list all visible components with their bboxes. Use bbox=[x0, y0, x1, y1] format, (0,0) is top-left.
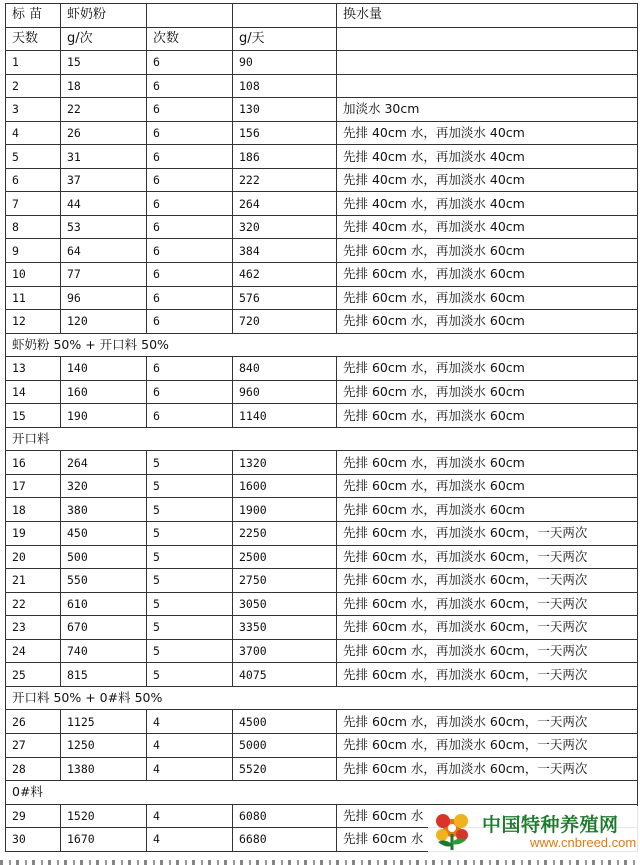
table-row bbox=[6, 380, 638, 404]
cell-times: 6 bbox=[147, 263, 233, 287]
cell-grams-per-day: 2250 bbox=[233, 522, 337, 546]
header-row-2 bbox=[6, 27, 638, 51]
cell-times: 4 bbox=[147, 757, 233, 781]
cell-times: 6 bbox=[147, 215, 233, 239]
cell-grams-per-feed: 500 bbox=[61, 545, 147, 569]
cell-water-exchange: 先排 60cm 水，再加淡水 60cm bbox=[337, 239, 638, 263]
cell-water-exchange: 先排 60cm 水，再加淡水 60cm，一天两次 bbox=[337, 733, 638, 757]
cell-grams-per-feed: 1670 bbox=[61, 828, 147, 852]
table-row bbox=[6, 121, 638, 145]
cell-day: 28 bbox=[6, 757, 61, 781]
cell-day: 1 bbox=[6, 51, 61, 75]
cell-grams-per-day: 5520 bbox=[233, 757, 337, 781]
cell-water-exchange: 先排 60cm 水，再加淡水 60cm bbox=[337, 310, 638, 334]
cell-grams-per-day: 2500 bbox=[233, 545, 337, 569]
cell-grams-per-feed: 18 bbox=[61, 74, 147, 98]
cell-water-exchange: 先排 60cm 水 bbox=[337, 828, 638, 852]
cell-water-exchange: 先排 60cm 水，再加淡水 60cm bbox=[337, 451, 638, 475]
cell-grams-per-feed: 31 bbox=[61, 145, 147, 169]
cell-times: 6 bbox=[147, 98, 233, 122]
cell-day: 11 bbox=[6, 286, 61, 310]
cell-times: 4 bbox=[147, 710, 233, 734]
cell-water-exchange: 先排 60cm 水，再加淡水 60cm，一天两次 bbox=[337, 757, 638, 781]
header-days: 天数 bbox=[6, 27, 61, 51]
header-empty bbox=[233, 4, 337, 28]
cell-water-exchange: 先排 60cm 水，再加淡水 60cm bbox=[337, 357, 638, 381]
cell-water-exchange: 先排 40cm 水，再加淡水 40cm bbox=[337, 145, 638, 169]
cell-grams-per-feed: 1250 bbox=[61, 733, 147, 757]
cell-water-exchange: 先排 60cm 水，再加淡水 60cm bbox=[337, 286, 638, 310]
cell-times: 5 bbox=[147, 522, 233, 546]
table-row bbox=[6, 451, 638, 475]
cell-grams-per-feed: 120 bbox=[61, 310, 147, 334]
cell-water-exchange: 先排 60cm 水，再加淡水 60cm，一天两次 bbox=[337, 663, 638, 687]
cell-water-exchange: 先排 60cm 水 bbox=[337, 804, 638, 828]
cell-times: 6 bbox=[147, 286, 233, 310]
cell-grams-per-day: 1320 bbox=[233, 451, 337, 475]
cell-grams-per-feed: 190 bbox=[61, 404, 147, 428]
cell-grams-per-feed: 1380 bbox=[61, 757, 147, 781]
cell-water-exchange bbox=[337, 51, 638, 75]
section-row bbox=[6, 781, 638, 805]
cell-grams-per-day: 4500 bbox=[233, 710, 337, 734]
cell-day: 17 bbox=[6, 474, 61, 498]
cell-grams-per-feed: 1520 bbox=[61, 804, 147, 828]
cell-water-exchange: 先排 60cm 水，再加淡水 60cm，一天两次 bbox=[337, 616, 638, 640]
cell-grams-per-feed: 53 bbox=[61, 215, 147, 239]
cell-day: 9 bbox=[6, 239, 61, 263]
cell-grams-per-day: 2750 bbox=[233, 569, 337, 593]
cell-times: 5 bbox=[147, 663, 233, 687]
table-row bbox=[6, 263, 638, 287]
cell-grams-per-feed: 160 bbox=[61, 380, 147, 404]
cell-grams-per-feed: 610 bbox=[61, 592, 147, 616]
cell-day: 30 bbox=[6, 828, 61, 852]
cell-water-exchange: 先排 40cm 水，再加淡水 40cm bbox=[337, 192, 638, 216]
cell-day: 22 bbox=[6, 592, 61, 616]
table-row bbox=[6, 569, 638, 593]
cell-times: 6 bbox=[147, 310, 233, 334]
cropped-next-line bbox=[0, 860, 640, 865]
cell-grams-per-day: 720 bbox=[233, 310, 337, 334]
header-grams-per-day: g/天 bbox=[233, 27, 337, 51]
cell-grams-per-day: 1140 bbox=[233, 404, 337, 428]
section-label: 虾奶粉 50% + 开口料 50% bbox=[6, 333, 638, 357]
cell-grams-per-day: 90 bbox=[233, 51, 337, 75]
cell-day: 6 bbox=[6, 168, 61, 192]
table-row bbox=[6, 498, 638, 522]
cell-times: 6 bbox=[147, 404, 233, 428]
cell-times: 5 bbox=[147, 569, 233, 593]
cell-grams-per-day: 576 bbox=[233, 286, 337, 310]
cell-grams-per-day: 186 bbox=[233, 145, 337, 169]
cell-day: 5 bbox=[6, 145, 61, 169]
cell-grams-per-feed: 670 bbox=[61, 616, 147, 640]
table-row bbox=[6, 239, 638, 263]
table-row bbox=[6, 286, 638, 310]
cell-grams-per-day: 6680 bbox=[233, 828, 337, 852]
cell-grams-per-feed: 64 bbox=[61, 239, 147, 263]
table-row bbox=[6, 522, 638, 546]
cell-day: 18 bbox=[6, 498, 61, 522]
cell-water-exchange: 先排 60cm 水，再加淡水 60cm，一天两次 bbox=[337, 710, 638, 734]
watermark-site-url[interactable]: www.cnbreed.com bbox=[530, 835, 637, 850]
table-row bbox=[6, 710, 638, 734]
cell-grams-per-day: 1900 bbox=[233, 498, 337, 522]
cell-water-exchange: 先排 60cm 水，再加淡水 60cm，一天两次 bbox=[337, 569, 638, 593]
cell-grams-per-feed: 15 bbox=[61, 51, 147, 75]
cell-times: 6 bbox=[147, 121, 233, 145]
table-row bbox=[6, 545, 638, 569]
cell-times: 5 bbox=[147, 592, 233, 616]
header-times: 次数 bbox=[147, 27, 233, 51]
section-row bbox=[6, 686, 638, 710]
cell-grams-per-day: 384 bbox=[233, 239, 337, 263]
section-label: 开口料 bbox=[6, 427, 638, 451]
cell-water-exchange: 先排 40cm 水，再加淡水 40cm bbox=[337, 215, 638, 239]
cell-water-exchange: 先排 60cm 水，再加淡水 60cm bbox=[337, 474, 638, 498]
cell-day: 20 bbox=[6, 545, 61, 569]
table-row bbox=[6, 357, 638, 381]
cell-day: 21 bbox=[6, 569, 61, 593]
section-row bbox=[6, 333, 638, 357]
header-strain: 标 苗 bbox=[6, 4, 61, 28]
cell-day: 10 bbox=[6, 263, 61, 287]
cell-water-exchange: 先排 40cm 水，再加淡水 40cm bbox=[337, 168, 638, 192]
cell-day: 3 bbox=[6, 98, 61, 122]
cell-grams-per-day: 840 bbox=[233, 357, 337, 381]
cell-times: 6 bbox=[147, 168, 233, 192]
watermark-logo bbox=[428, 806, 640, 856]
cell-times: 5 bbox=[147, 451, 233, 475]
cell-water-exchange: 先排 60cm 水，再加淡水 60cm，一天两次 bbox=[337, 639, 638, 663]
cell-grams-per-feed: 740 bbox=[61, 639, 147, 663]
table-row bbox=[6, 74, 638, 98]
table-row bbox=[6, 168, 638, 192]
cell-times: 6 bbox=[147, 380, 233, 404]
cell-grams-per-feed: 264 bbox=[61, 451, 147, 475]
header-empty bbox=[147, 4, 233, 28]
header-shrimp-milk-powder: 虾奶粉 bbox=[61, 4, 147, 28]
cell-grams-per-day: 156 bbox=[233, 121, 337, 145]
cell-day: 7 bbox=[6, 192, 61, 216]
watermark-site-name: 中国特种养殖网 bbox=[482, 814, 619, 836]
cell-grams-per-day: 3350 bbox=[233, 616, 337, 640]
cell-water-exchange bbox=[337, 74, 638, 98]
table-row bbox=[6, 51, 638, 75]
cell-grams-per-day: 6080 bbox=[233, 804, 337, 828]
cell-grams-per-feed: 550 bbox=[61, 569, 147, 593]
cell-day: 26 bbox=[6, 710, 61, 734]
cell-times: 6 bbox=[147, 74, 233, 98]
cell-grams-per-day: 1600 bbox=[233, 474, 337, 498]
cell-times: 5 bbox=[147, 498, 233, 522]
feeding-schedule-table bbox=[5, 3, 638, 852]
cell-times: 4 bbox=[147, 804, 233, 828]
header-empty bbox=[337, 27, 638, 51]
section-row bbox=[6, 427, 638, 451]
cell-water-exchange: 先排 60cm 水，再加淡水 60cm bbox=[337, 404, 638, 428]
cell-grams-per-feed: 320 bbox=[61, 474, 147, 498]
cell-day: 8 bbox=[6, 215, 61, 239]
cell-water-exchange: 先排 60cm 水，再加淡水 60cm，一天两次 bbox=[337, 545, 638, 569]
cell-day: 19 bbox=[6, 522, 61, 546]
table-row bbox=[6, 215, 638, 239]
cell-day: 2 bbox=[6, 74, 61, 98]
cell-grams-per-feed: 22 bbox=[61, 98, 147, 122]
section-label: 开口料 50% + 0#料 50% bbox=[6, 686, 638, 710]
cell-day: 23 bbox=[6, 616, 61, 640]
cell-times: 6 bbox=[147, 357, 233, 381]
cell-grams-per-feed: 37 bbox=[61, 168, 147, 192]
section-label: 0#料 bbox=[6, 781, 638, 805]
cell-day: 15 bbox=[6, 404, 61, 428]
table-row bbox=[6, 145, 638, 169]
cell-grams-per-day: 5000 bbox=[233, 733, 337, 757]
cell-water-exchange: 先排 40cm 水，再加淡水 40cm bbox=[337, 121, 638, 145]
table-row bbox=[6, 757, 638, 781]
table-row bbox=[6, 639, 638, 663]
flower-logo-icon bbox=[430, 808, 474, 852]
cell-grams-per-feed: 26 bbox=[61, 121, 147, 145]
cell-grams-per-feed: 1125 bbox=[61, 710, 147, 734]
cell-grams-per-day: 320 bbox=[233, 215, 337, 239]
cell-grams-per-feed: 380 bbox=[61, 498, 147, 522]
table-row bbox=[6, 733, 638, 757]
table-row bbox=[6, 310, 638, 334]
cell-grams-per-day: 960 bbox=[233, 380, 337, 404]
cell-grams-per-day: 3050 bbox=[233, 592, 337, 616]
cell-grams-per-feed: 44 bbox=[61, 192, 147, 216]
cell-water-exchange: 先排 60cm 水，再加淡水 60cm bbox=[337, 498, 638, 522]
cell-times: 5 bbox=[147, 639, 233, 663]
cell-times: 4 bbox=[147, 828, 233, 852]
table-row bbox=[6, 663, 638, 687]
cell-grams-per-day: 264 bbox=[233, 192, 337, 216]
cell-times: 4 bbox=[147, 733, 233, 757]
cell-day: 14 bbox=[6, 380, 61, 404]
cell-times: 5 bbox=[147, 474, 233, 498]
cell-grams-per-day: 4075 bbox=[233, 663, 337, 687]
cell-day: 13 bbox=[6, 357, 61, 381]
cell-grams-per-day: 222 bbox=[233, 168, 337, 192]
cell-grams-per-day: 108 bbox=[233, 74, 337, 98]
cell-grams-per-day: 462 bbox=[233, 263, 337, 287]
cell-times: 6 bbox=[147, 192, 233, 216]
table-row bbox=[6, 616, 638, 640]
cell-day: 29 bbox=[6, 804, 61, 828]
cell-times: 6 bbox=[147, 145, 233, 169]
header-row-1 bbox=[6, 4, 638, 28]
cell-times: 5 bbox=[147, 616, 233, 640]
cell-water-exchange: 先排 60cm 水，再加淡水 60cm bbox=[337, 380, 638, 404]
table-row bbox=[6, 404, 638, 428]
cell-day: 24 bbox=[6, 639, 61, 663]
table-row bbox=[6, 592, 638, 616]
cell-day: 25 bbox=[6, 663, 61, 687]
cell-water-exchange: 先排 60cm 水，再加淡水 60cm，一天两次 bbox=[337, 522, 638, 546]
cell-water-exchange: 先排 60cm 水，再加淡水 60cm，一天两次 bbox=[337, 592, 638, 616]
cell-water-exchange: 加淡水 30cm bbox=[337, 98, 638, 122]
cell-times: 6 bbox=[147, 239, 233, 263]
cell-times: 6 bbox=[147, 51, 233, 75]
table-row bbox=[6, 192, 638, 216]
cell-grams-per-feed: 77 bbox=[61, 263, 147, 287]
cell-day: 27 bbox=[6, 733, 61, 757]
cell-grams-per-feed: 450 bbox=[61, 522, 147, 546]
cell-water-exchange: 先排 60cm 水，再加淡水 60cm bbox=[337, 263, 638, 287]
table-row bbox=[6, 474, 638, 498]
header-grams-per-feed: g/次 bbox=[61, 27, 147, 51]
cell-day: 4 bbox=[6, 121, 61, 145]
cell-grams-per-feed: 140 bbox=[61, 357, 147, 381]
table-row bbox=[6, 98, 638, 122]
cell-day: 12 bbox=[6, 310, 61, 334]
header-water-exchange: 换水量 bbox=[337, 4, 638, 28]
cell-grams-per-feed: 96 bbox=[61, 286, 147, 310]
cell-grams-per-day: 3700 bbox=[233, 639, 337, 663]
cell-grams-per-day: 130 bbox=[233, 98, 337, 122]
cell-times: 5 bbox=[147, 545, 233, 569]
cell-grams-per-feed: 815 bbox=[61, 663, 147, 687]
cell-day: 16 bbox=[6, 451, 61, 475]
